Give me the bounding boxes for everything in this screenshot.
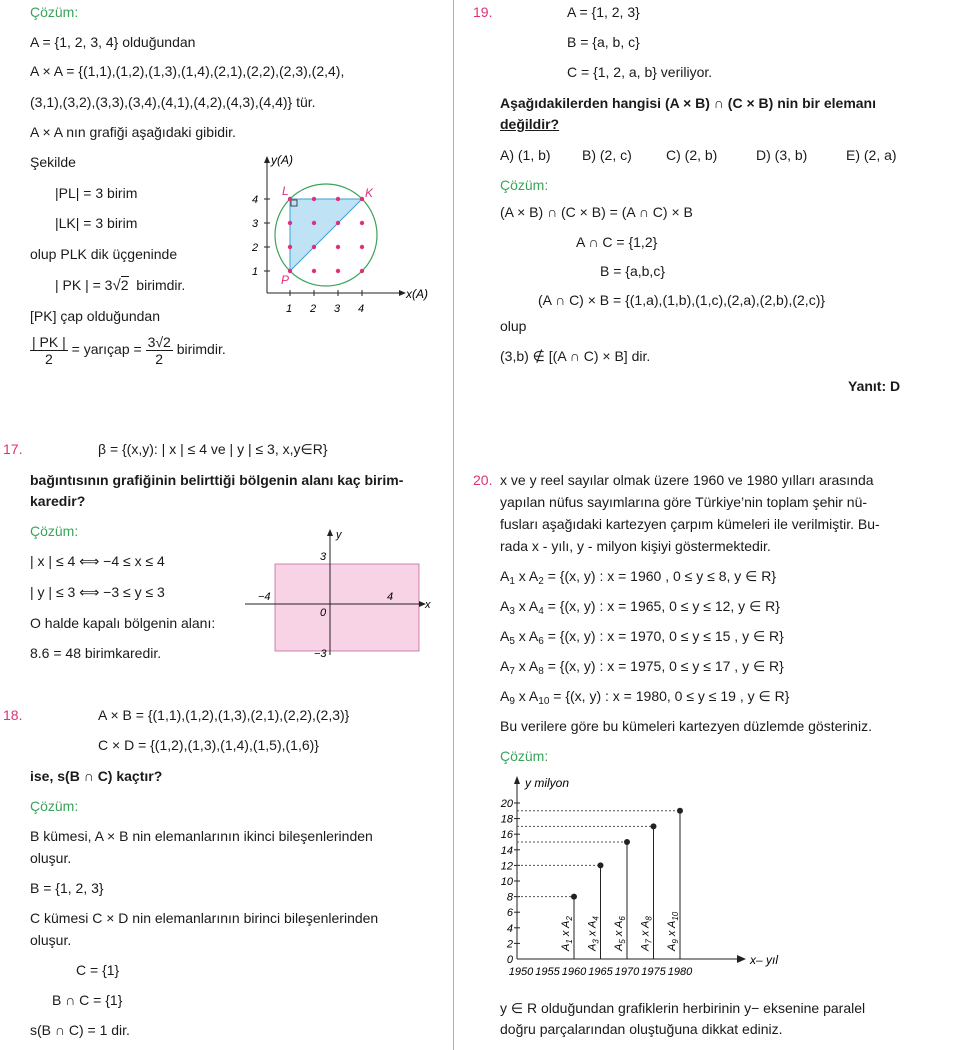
p18-line: B ∩ C = {1} xyxy=(52,992,123,1008)
p17-question: karedir? xyxy=(30,493,86,509)
p16-line: |PL| = 3 birim xyxy=(55,185,138,201)
y-tick-label: 0 xyxy=(506,954,513,966)
plk-triangle xyxy=(290,199,362,271)
p17-line: 8.6 = 48 birimkaredir. xyxy=(30,645,162,661)
chart-ylabel: y milyon xyxy=(525,776,570,790)
p19-line: (A × B) ∩ (C × B) = (A ∩ C) × B xyxy=(500,204,693,220)
p20-text: yapılan nüfus sayımlarına göre Türkiye’nin toplam şehir nü- xyxy=(500,494,868,510)
column-divider xyxy=(453,0,454,1050)
p18-line: C = {1} xyxy=(76,962,120,978)
p16-graph xyxy=(240,150,440,320)
p16-line: Şekilde xyxy=(30,154,76,170)
x-tick-label: 1960 xyxy=(561,966,587,978)
p16-line: olup PLK dik üçgeninde xyxy=(30,246,178,262)
p20-set: $A_7$ x $A_8 = \{(x$, y) : x = 1975, 0 ≤ y ≤ 17 , y ∈ R} xyxy=(500,658,784,677)
y-tick-label: 4 xyxy=(506,922,513,935)
p17-question: bağıntısının grafiğinin belirttiği bölgenin alanı kaç birim- xyxy=(30,472,404,488)
p18-question: ise, s(B ∩ C) kaçtır? xyxy=(30,768,163,784)
y-tick-label: 20 xyxy=(500,798,513,810)
y-tick-label: 18 xyxy=(500,813,513,826)
p16-ytick: 4 xyxy=(252,194,259,206)
p18-line: oluşur. xyxy=(30,850,72,866)
p17-line: | x | ≤ 4 ⟺ −4 ≤ x ≤ 4 xyxy=(30,553,165,569)
p19-answer: Yanıt: D xyxy=(848,378,901,394)
p18-line: B kümesi, A × B nin elemanlarının ikinci bileşenlerinden xyxy=(30,828,373,844)
p19-option-a: A) (1, b) xyxy=(500,147,551,163)
y-tick-label: 16 xyxy=(500,829,513,842)
p16-frac-r: $\frac{3√2}{2}$ xyxy=(147,334,171,367)
p17-cozum: Çözüm: xyxy=(30,523,79,539)
bar-label: $A_9$ x $A_{10}$ xyxy=(666,911,680,951)
p16-line: [PK] çap olduğundan xyxy=(30,308,160,324)
p17-tick: 0 xyxy=(320,607,327,619)
p20-text: y ∈ R olduğundan grafiklerin herbirinin y− eksenine paralel xyxy=(500,1000,866,1016)
p16-line: A × A nın grafiği aşağıdaki gibidir. xyxy=(30,124,236,140)
p18-line: s(B ∩ C) = 1 dir. xyxy=(30,1022,130,1038)
p16-ytick: 3 xyxy=(252,218,259,230)
p16-eq: = yarıçap = xyxy=(71,341,142,358)
p16-line: (3,1),(3,2),(3,3),(3,4),(4,1),(4,2),(4,3),(4,4)} tür. xyxy=(30,94,316,110)
point-k: K xyxy=(365,186,374,200)
p20-set: $A_5$ x $A_6 = \{(x$, y) : x = 1970, 0 ≤ y ≤ 15 , y ∈ R} xyxy=(500,628,784,647)
y-tick-label: 2 xyxy=(506,938,513,951)
y-tick-label: 12 xyxy=(500,860,513,873)
p16-xtick: 2 xyxy=(310,303,317,315)
p20-set: $A_1$ x $A_2 = \{(x$, y) : x = 1960 , 0 ≤ y ≤ 8, y ∈ R} xyxy=(500,568,777,587)
point-l: L xyxy=(282,184,289,198)
p16-line: A × A = {(1,1),(1,2),(1,3),(1,4),(2,1),(2,2),(2,3),(2,4), xyxy=(30,63,345,79)
p20-set: $A_9$ x $A_{10} = \{(x$, y) : x = 1980, 0 ≤ y ≤ 19 , y ∈ R} xyxy=(500,688,790,707)
p16-pk-text: | PK | = 3 xyxy=(55,277,113,293)
y-tick-label: 8 xyxy=(506,891,513,904)
p17-graph xyxy=(240,525,440,665)
p20-number: 20. xyxy=(473,472,493,488)
p18-line: B = {1, 2, 3} xyxy=(30,880,104,896)
x-tick-label: 1980 xyxy=(667,966,693,978)
p16-ytick: 2 xyxy=(252,242,259,254)
p19-line: (3,b) ∉ [(A ∩ C) × B] dir. xyxy=(500,348,651,364)
bar-label: $A_1$ x $A_2$ xyxy=(560,916,574,951)
p19-option-e: E) (2, a) xyxy=(846,147,897,163)
p20-text: Bu verilere göre bu kümeleri kartezyen düzlemde gösteriniz. xyxy=(500,718,872,734)
bar-endpoint xyxy=(624,839,630,845)
x-tick-label: 1955 xyxy=(535,966,560,978)
p17-ylabel: y xyxy=(336,529,342,541)
p19-set-a: A = {1, 2, 3} xyxy=(567,4,640,20)
point-p: P xyxy=(281,273,290,287)
region xyxy=(275,564,419,651)
p20-text: rada x - yılı, y - milyon kişiyi göstermektedir. xyxy=(500,538,771,554)
p16-unit: birimdir. xyxy=(176,341,226,358)
p16-pk-line: | PK | = 3√2 birimdir. xyxy=(55,277,186,294)
p20-set: $A_3$ x $A_4 = \{(x$, y) : x = 1965, 0 ≤ y ≤ 12, y ∈ R} xyxy=(500,598,780,617)
bar-endpoint xyxy=(598,862,604,868)
p19-line: A ∩ C = {1,2} xyxy=(576,234,658,250)
chart-xlabel: x– yıl xyxy=(750,953,779,967)
p20-text: x ve y reel sayılar olmak üzere 1960 ve 1980 yılları arasında xyxy=(500,472,874,488)
p17-tick: −3 xyxy=(314,648,327,660)
p19-line: olup xyxy=(500,318,527,334)
p19-set-b: B = {a, b, c} xyxy=(567,34,640,50)
y-tick-label: 14 xyxy=(500,844,513,857)
p19-cozum: Çözüm: xyxy=(500,177,549,193)
p18-number: 18. xyxy=(3,707,23,723)
p19-option-b: B) (2, c) xyxy=(582,147,632,163)
p20-cozum: Çözüm: xyxy=(500,748,549,764)
p16-pk-root: 2 xyxy=(120,277,129,293)
p17-relation: β = {(x,y): | x | ≤ 4 ve | y | ≤ 3, x,y∈R} xyxy=(98,441,328,457)
p19-question: değildir? xyxy=(500,116,560,132)
bar-endpoint xyxy=(571,894,577,900)
p19-set-c: C = {1, 2, a, b} veriliyor. xyxy=(567,64,713,80)
p19-option-c: C) (2, b) xyxy=(666,147,718,163)
p18-cozum: Çözüm: xyxy=(30,798,79,814)
bar-endpoint xyxy=(677,808,683,814)
p18-ab: A × B = {(1,1),(1,2),(1,3),(2,1),(2,2),(2,3)} xyxy=(98,707,350,723)
y-tick-label: 10 xyxy=(500,876,513,888)
x-tick-label: 1975 xyxy=(641,966,666,978)
p16-xtick: 3 xyxy=(334,303,341,315)
y-tick-label: 6 xyxy=(506,907,513,920)
x-tick-label: 1965 xyxy=(588,966,613,978)
p16-frac-pk: $\frac{| PK |}{2}$ xyxy=(32,334,66,367)
bar-label: $A_3$ x $A_4$ xyxy=(586,916,601,951)
bar-endpoint xyxy=(651,823,657,829)
bar-label: $A_7$ x $A_8$ xyxy=(639,916,654,951)
p19-line: (A ∩ C) × B = {(1,a),(1,b),(1,c),(2,a),(2,b),(2,c)} xyxy=(538,292,826,308)
p16-ylabel: y(A) xyxy=(271,153,293,167)
p18-cd: C × D = {(1,2),(1,3),(1,4),(1,5),(1,6)} xyxy=(98,737,319,753)
p17-number: 17. xyxy=(3,441,23,457)
p17-line: | y | ≤ 3 ⟺ −3 ≤ y ≤ 3 xyxy=(30,584,165,600)
p19-question: Aşağıdakilerden hangisi (A × B) ∩ (C × B) nin bir elemanı xyxy=(500,95,876,111)
p19-line: B = {a,b,c} xyxy=(600,263,665,279)
p19-number: 19. xyxy=(473,4,493,20)
p20-text: fusları aşağıdaki kartezyen çarpım kümeleri ile verilmiştir. Bu- xyxy=(500,516,880,532)
p17-tick: 3 xyxy=(320,551,327,563)
p16-pk-unit: birimdir. xyxy=(136,277,186,293)
p16-cozum: Çözüm: xyxy=(30,4,79,20)
p17-line: O halde kapalı bölgenin alanı: xyxy=(30,615,216,631)
p16-line: A = {1, 2, 3, 4} olduğundan xyxy=(30,34,196,50)
p18-line: oluşur. xyxy=(30,932,72,948)
p18-line: C kümesi C × D nin elemanlarının birinci bileşenlerinden xyxy=(30,910,379,926)
p16-xtick: 1 xyxy=(286,303,293,315)
p16-line: |LK| = 3 birim xyxy=(55,215,138,231)
p19-option-d: D) (3, b) xyxy=(756,147,808,163)
p16-radius-line xyxy=(30,334,226,367)
p16-ytick: 1 xyxy=(252,266,259,278)
p16-xtick: 4 xyxy=(358,303,365,315)
bar-label: $A_5$ x $A_6$ xyxy=(613,916,627,951)
p17-tick: −4 xyxy=(258,591,271,603)
x-tick-label: 1970 xyxy=(614,966,640,978)
p20-text: doğru parçalarından oluştuğuna dikkat ediniz. xyxy=(500,1021,783,1037)
population-chart xyxy=(495,772,795,984)
p17-xlabel: x xyxy=(425,599,431,611)
p16-xlabel: x(A) xyxy=(406,287,428,301)
p17-tick: 4 xyxy=(387,591,394,603)
x-tick-label: 1950 xyxy=(508,966,534,978)
